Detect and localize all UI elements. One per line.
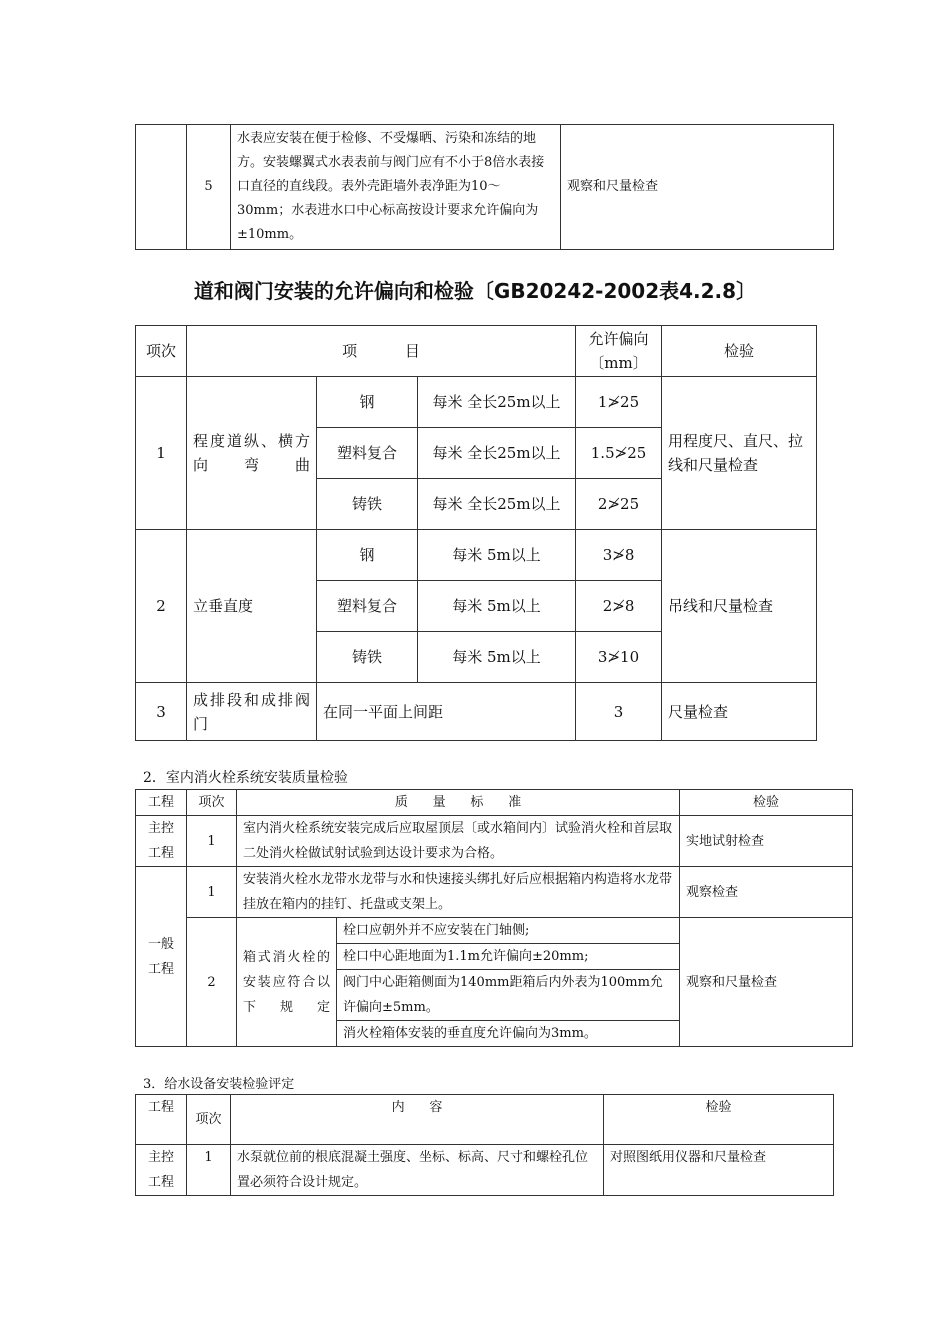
page-title: 道和阀门安装的允许偏向和检验〔GB20242-2002表4.2.8〕 xyxy=(193,279,757,303)
header-check: 检验 xyxy=(662,326,817,377)
category-main: 主控工程 xyxy=(136,1145,187,1196)
standard-text: 安装消火栓水龙带水龙带与水和快速接头绑扎好后应根据箱内构造将水龙带挂放在箱内的挂钉、托盘或支架上。 xyxy=(237,867,680,918)
pipe-valve-table xyxy=(135,325,817,741)
group-name: 立垂直度 xyxy=(187,530,317,683)
rule-item: 消火栓箱体安装的垂直度允许偏向为3mm。 xyxy=(337,1021,680,1047)
material: 钢 xyxy=(317,377,418,428)
rule-item: 栓口中心距地面为1.1m允许偏向±20mm; xyxy=(337,944,680,970)
group-number: 1 xyxy=(136,377,187,530)
content-text: 水泵就位前的根底混凝土强度、坐标、标高、尺寸和螺栓孔位置必须符合设计规定。 xyxy=(231,1145,604,1196)
rule-item: 栓口应朝外并不应安装在门轴侧; xyxy=(337,918,680,944)
water-meter-table xyxy=(135,124,834,250)
category-general: 一般工程 xyxy=(136,867,187,1047)
range: 每米 5m以上 xyxy=(418,632,576,683)
range: 每米 全长25m以上 xyxy=(418,479,576,530)
item-number: 1 xyxy=(187,816,237,867)
range: 每米 5m以上 xyxy=(418,530,576,581)
header-content: 内 容 xyxy=(231,1095,604,1145)
range: 每米 全长25m以上 xyxy=(418,377,576,428)
header-check: 检验 xyxy=(604,1095,834,1145)
deviation: 3≯10 xyxy=(576,632,662,683)
check-method: 观察和尺量检查 xyxy=(680,918,853,1047)
equipment-table xyxy=(135,1094,834,1196)
deviation: 2≯25 xyxy=(576,479,662,530)
check-method: 观察和尺量检查 xyxy=(561,125,834,250)
water-meter-text: 水表应安装在便于检修、不受爆晒、污染和冻结的地方。安装螺翼式水表表前与阀门应有不小于8倍水表接口直径的直线段。表外壳距墙外表净距为10～30mm；水表进水口中心标高按设计要求允许偏向为±10mm。 xyxy=(231,125,561,250)
section2-heading: 2．室内消火栓系统安装质量检验 xyxy=(143,770,348,786)
header-eng: 工程 xyxy=(136,1095,187,1145)
deviation: 3 xyxy=(576,683,662,741)
sub-heading: 箱式消火栓的安装应符合以下规定 xyxy=(237,918,337,1047)
group-name: 程度道纵、横方向弯曲 xyxy=(187,377,317,530)
range: 每米 5m以上 xyxy=(418,581,576,632)
group-check: 用程度尺、直尺、拉线和尺量检查 xyxy=(662,377,817,530)
item-number: 5 xyxy=(187,125,231,250)
item-number: 1 xyxy=(187,1145,231,1196)
header-seq: 项次 xyxy=(187,1095,231,1145)
group-desc: 在同一平面上间距 xyxy=(317,683,576,741)
header-seq: 项次 xyxy=(136,326,187,377)
hydrant-table xyxy=(135,789,853,1047)
header-eng: 工程 xyxy=(136,790,187,816)
deviation: 1.5≯25 xyxy=(576,428,662,479)
header-seq: 项次 xyxy=(187,790,237,816)
header-check: 检验 xyxy=(680,790,853,816)
check-method: 实地试射检查 xyxy=(680,816,853,867)
check-method: 对照图纸用仪器和尺量检查 xyxy=(604,1145,834,1196)
group-name: 成排段和成排阀门 xyxy=(187,683,317,741)
check-method: 观察检查 xyxy=(680,867,853,918)
rule-item: 阀门中心距箱侧面为140mm距箱后内外表为100mm允许偏向±5mm。 xyxy=(337,970,680,1021)
deviation: 1≯25 xyxy=(576,377,662,428)
section3-heading: 3．给水设备安装检验评定 xyxy=(143,1077,295,1092)
material: 塑料复合 xyxy=(317,428,418,479)
item-number: 2 xyxy=(187,918,237,1047)
material: 钢 xyxy=(317,530,418,581)
item-number: 1 xyxy=(187,867,237,918)
range: 每米 全长25m以上 xyxy=(418,428,576,479)
group-number: 2 xyxy=(136,530,187,683)
blank-cell xyxy=(136,125,187,250)
standard-text: 室内消火栓系统安装完成后应取屋顶层〔或水箱间内〕试验消火栓和首层取二处消火栓做试射试验到达设计要求为合格。 xyxy=(237,816,680,867)
material: 铸铁 xyxy=(317,479,418,530)
category-main: 主控工程 xyxy=(136,816,187,867)
header-item: 项 目 xyxy=(187,326,576,377)
group-check: 尺量检查 xyxy=(662,683,817,741)
group-number: 3 xyxy=(136,683,187,741)
material: 铸铁 xyxy=(317,632,418,683)
deviation: 3≯8 xyxy=(576,530,662,581)
material: 塑料复合 xyxy=(317,581,418,632)
header-dev: 允许偏向〔mm〕 xyxy=(576,326,662,377)
header-std: 质 量 标 准 xyxy=(237,790,680,816)
group-check: 吊线和尺量检查 xyxy=(662,530,817,683)
deviation: 2≯8 xyxy=(576,581,662,632)
